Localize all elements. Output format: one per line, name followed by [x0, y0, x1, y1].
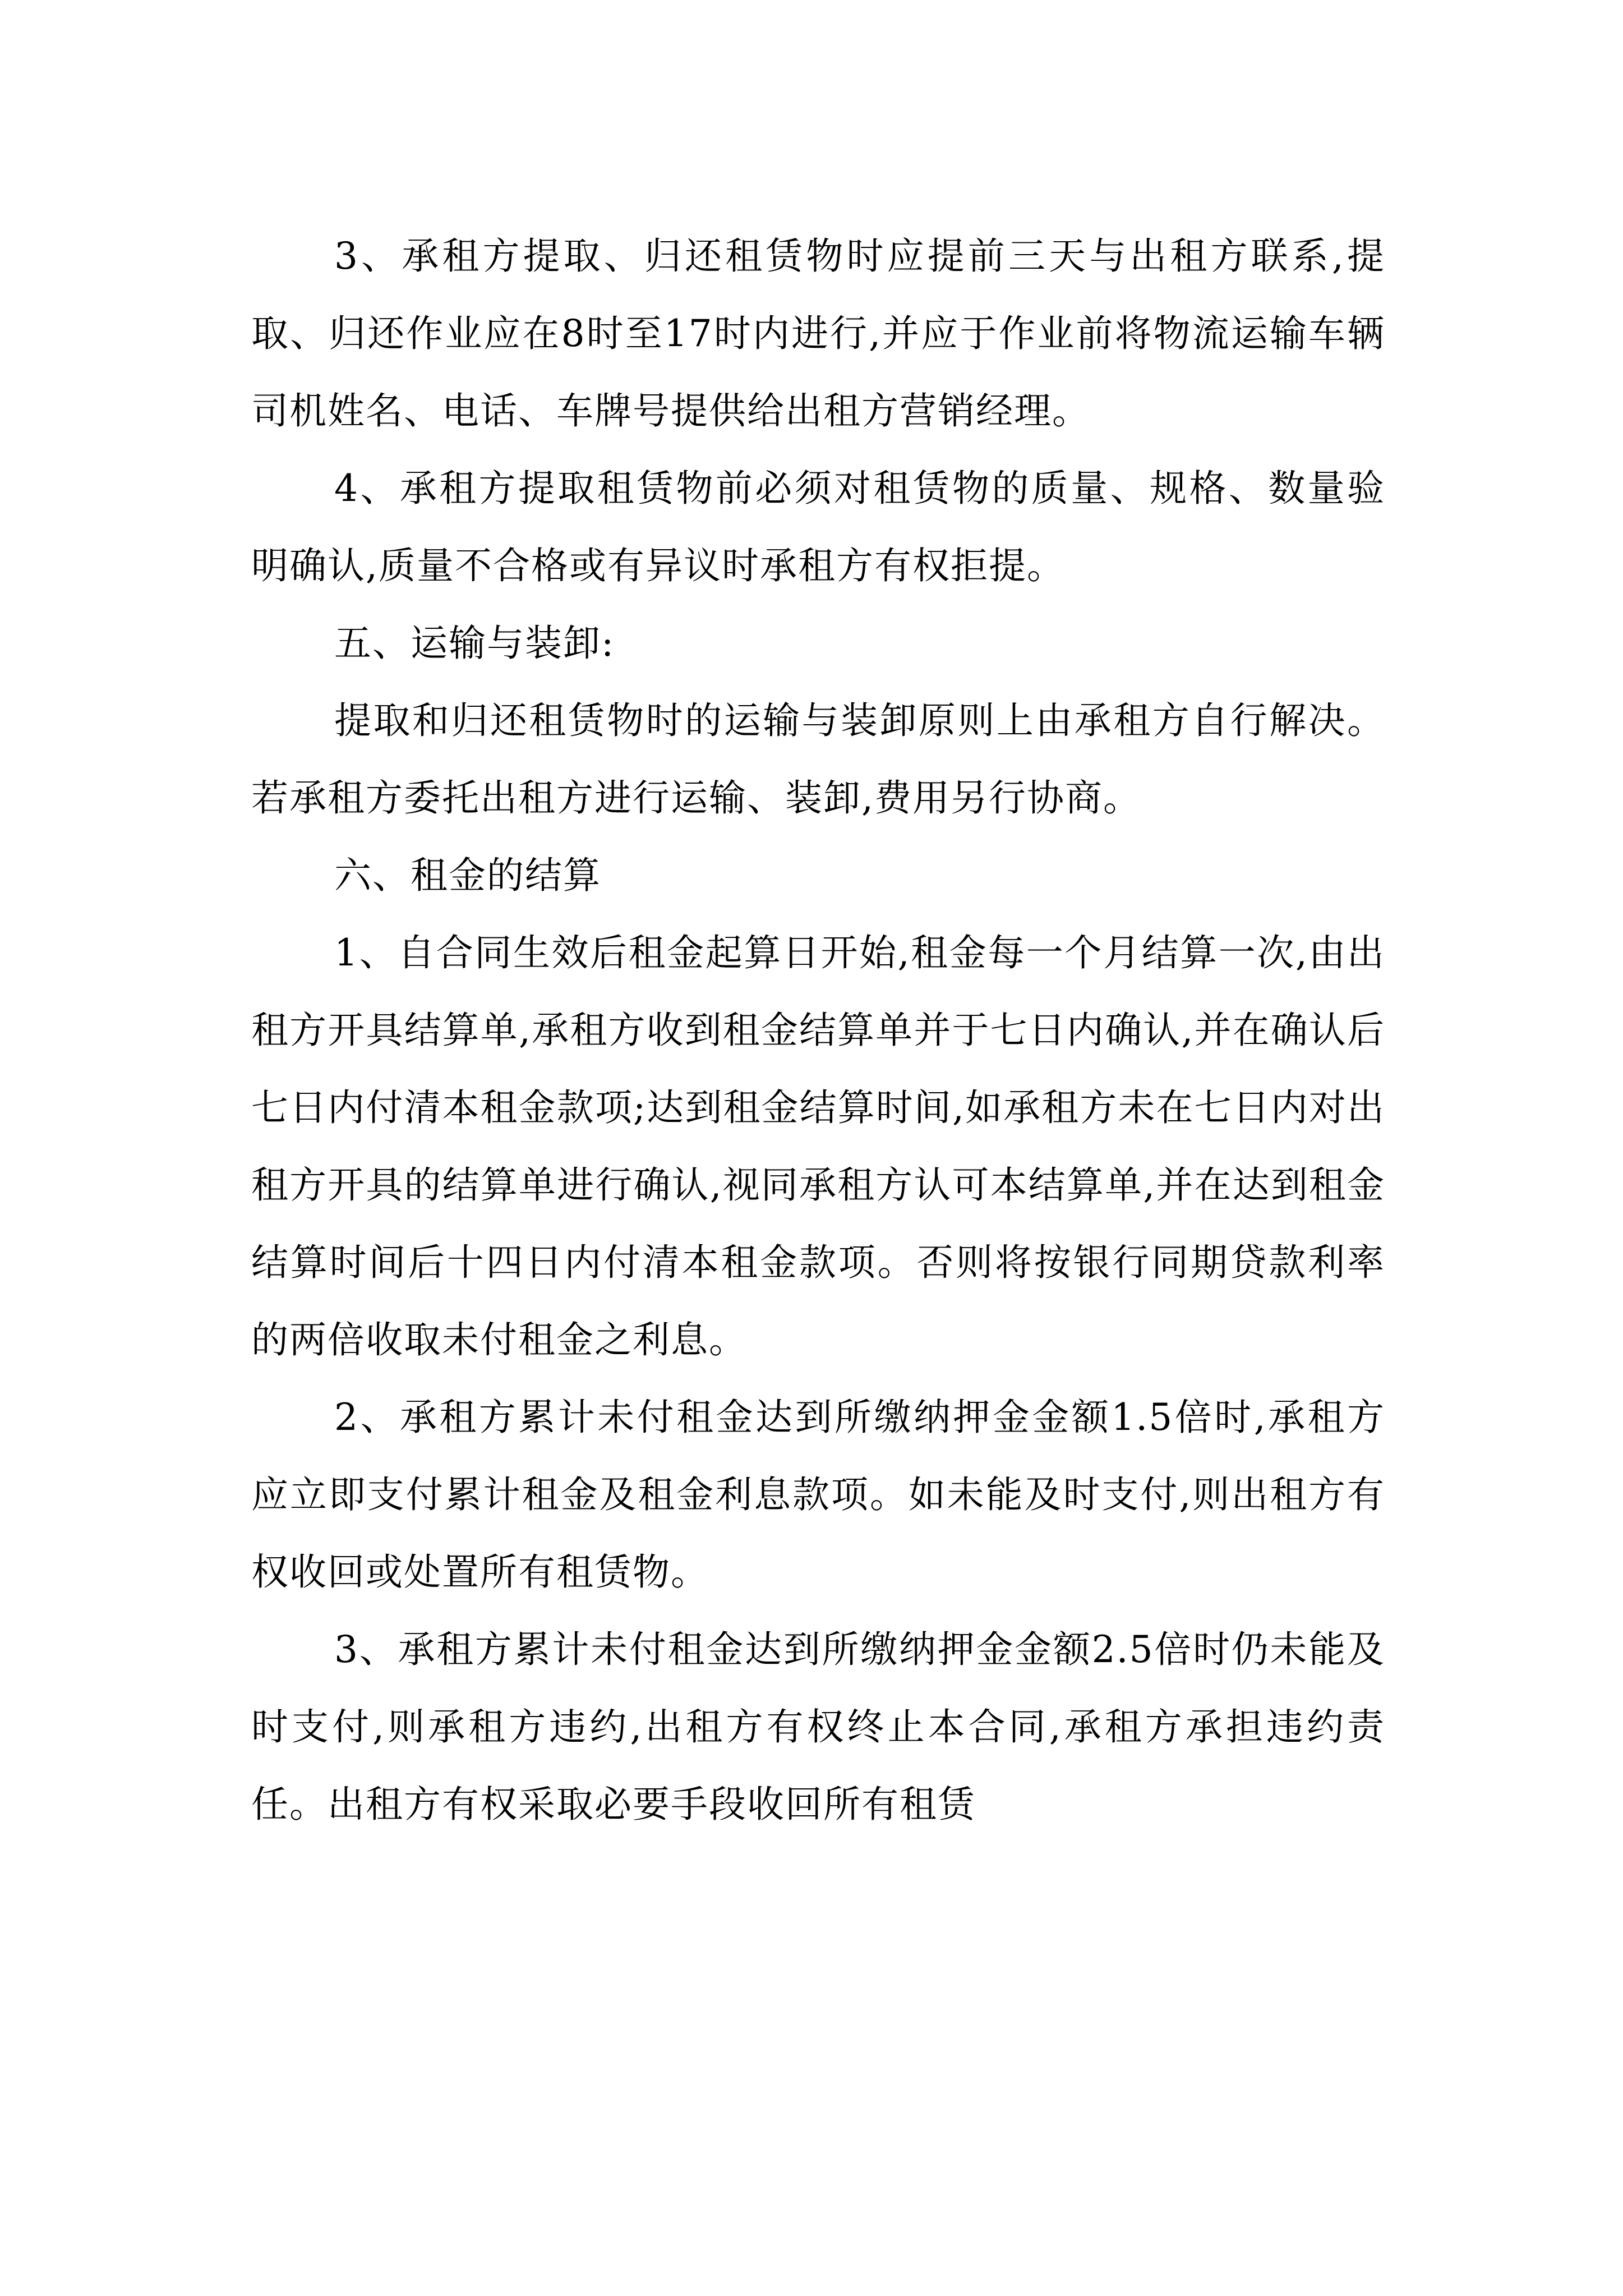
paragraph-unpaid-rent-1-5x: 2、承租方累计未付租金达到所缴纳押金金额1.5倍时,承租方应立即支付累计租金及租金利息款项。如未能及时支付,则出租方有权收回或处置所有租赁物。: [251, 1396, 1385, 1594]
paragraph-unpaid-rent-2-5x: 3、承租方累计未付租金达到所缴纳押金金额2.5倍时仍未能及时支付,则承租方违约,出租方有权终止本合同,承租方承担违约责任。出租方有权采取必要手段收回所有租赁: [251, 1628, 1385, 1826]
document-page: [251, 218, 1385, 1843]
paragraph-pickup-inspection: 4、承租方提取租赁物前必须对租赁物的质量、规格、数量验明确认,质量不合格或有异议时承租方有权拒提。: [251, 467, 1385, 587]
section-heading-rent-settlement: 六、租金的结算: [334, 854, 601, 897]
paragraph-monthly-settlement: 1、自合同生效后租金起算日开始,租金每一个月结算一次,由出租方开具结算单,承租方收到租金结算单并于七日内确认,并在确认后七日内付清本租金款项;达到租金结算时间,如承租方未在七日内对出租方开具的结算单进行确认,视同承租方认可本结算单,并在达到租金结算时间后十四日内付清本租金款项。否则将按银行同期贷款利率的两倍收取未付租金之利息。: [251, 931, 1385, 1361]
paragraph-transport-loading: 提取和归还租赁物时的运输与装卸原则上由承租方自行解决。若承租方委托出租方进行运输、装卸,费用另行协商。: [251, 699, 1385, 820]
paragraph-pickup-return-contact: 3、承租方提取、归还租赁物时应提前三天与出租方联系,提取、归还作业应在8时至17时内进行,并应于作业前将物流运输车辆司机姓名、电话、车牌号提供给出租方营销经理。: [251, 234, 1385, 432]
section-heading-transport: 五、运输与装卸:: [334, 622, 615, 665]
